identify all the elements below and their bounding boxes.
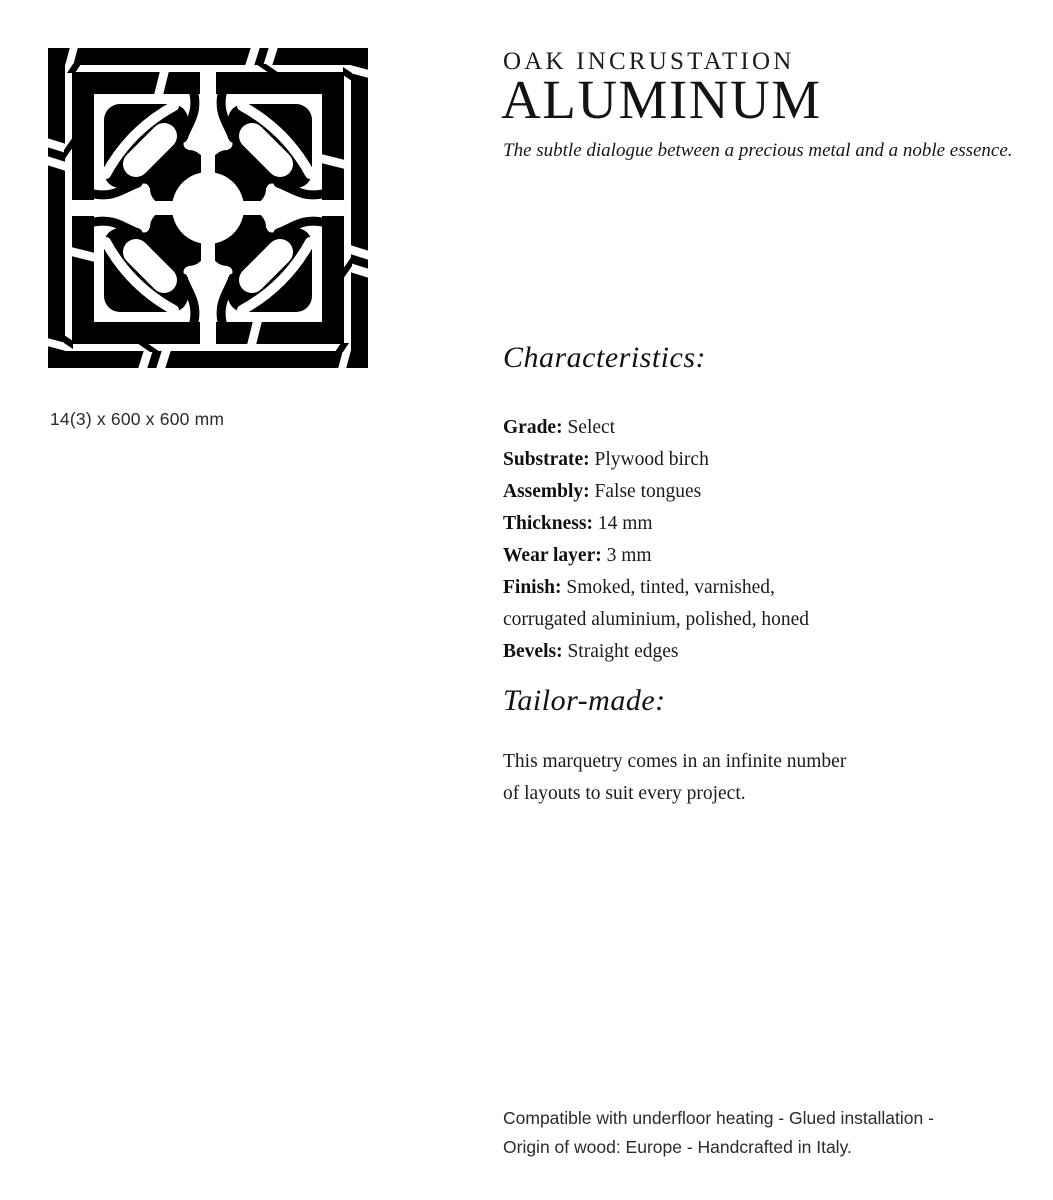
spec-row-finish (503, 572, 863, 636)
spec-row-thickness (503, 508, 863, 540)
spec-value: Select (567, 417, 616, 438)
spec-value: Straight edges (567, 641, 679, 662)
spec-row-bevels (503, 636, 863, 668)
spec-label: Grade: (503, 417, 563, 438)
spec-label: Substrate: (503, 449, 590, 470)
spec-label: Assembly: (503, 481, 590, 502)
dimensions-caption: 14(3) x 600 x 600 mm (50, 409, 225, 429)
spec-row-wear-layer (503, 540, 863, 572)
tailor-made-line: This marquetry comes in an infinite number (503, 751, 847, 772)
spec-value: False tongues (594, 481, 702, 502)
spec-label: Finish: (503, 577, 562, 598)
spec-value: 14 mm (597, 513, 653, 534)
spec-list (503, 412, 863, 668)
tailor-made-line: of layouts to suit every project. (503, 783, 746, 804)
spec-value: Plywood birch (594, 449, 709, 470)
spec-value: Smoked, tinted, varnished, corrugated aluminium, polished, honed (503, 577, 809, 630)
product-tagline: The subtle dialogue between a precious metal and a noble essence. (503, 140, 1013, 161)
footer-note (503, 1104, 983, 1161)
spec-label: Thickness: (503, 513, 593, 534)
tailor-made-body (503, 746, 923, 810)
spec-row-grade (503, 412, 863, 444)
collection-title: OAK INCRUSTATION (503, 48, 795, 75)
footer-line: Compatible with underfloor heating - Glued installation - (503, 1108, 934, 1128)
footer-line: Origin of wood: Europe - Handcrafted in Italy. (503, 1136, 852, 1157)
marquetry-pattern-image (48, 48, 368, 368)
characteristics-heading: Characteristics: (503, 341, 706, 374)
spec-row-substrate (503, 444, 863, 476)
spec-row-assembly (503, 476, 863, 508)
tailor-made-heading: Tailor-made: (503, 684, 666, 717)
marquetry-pattern-graphic (48, 48, 368, 368)
spec-value: 3 mm (606, 545, 652, 566)
product-name: ALUMINUM (501, 69, 822, 130)
spec-label: Bevels: (503, 641, 563, 662)
spec-label: Wear layer: (503, 545, 602, 566)
